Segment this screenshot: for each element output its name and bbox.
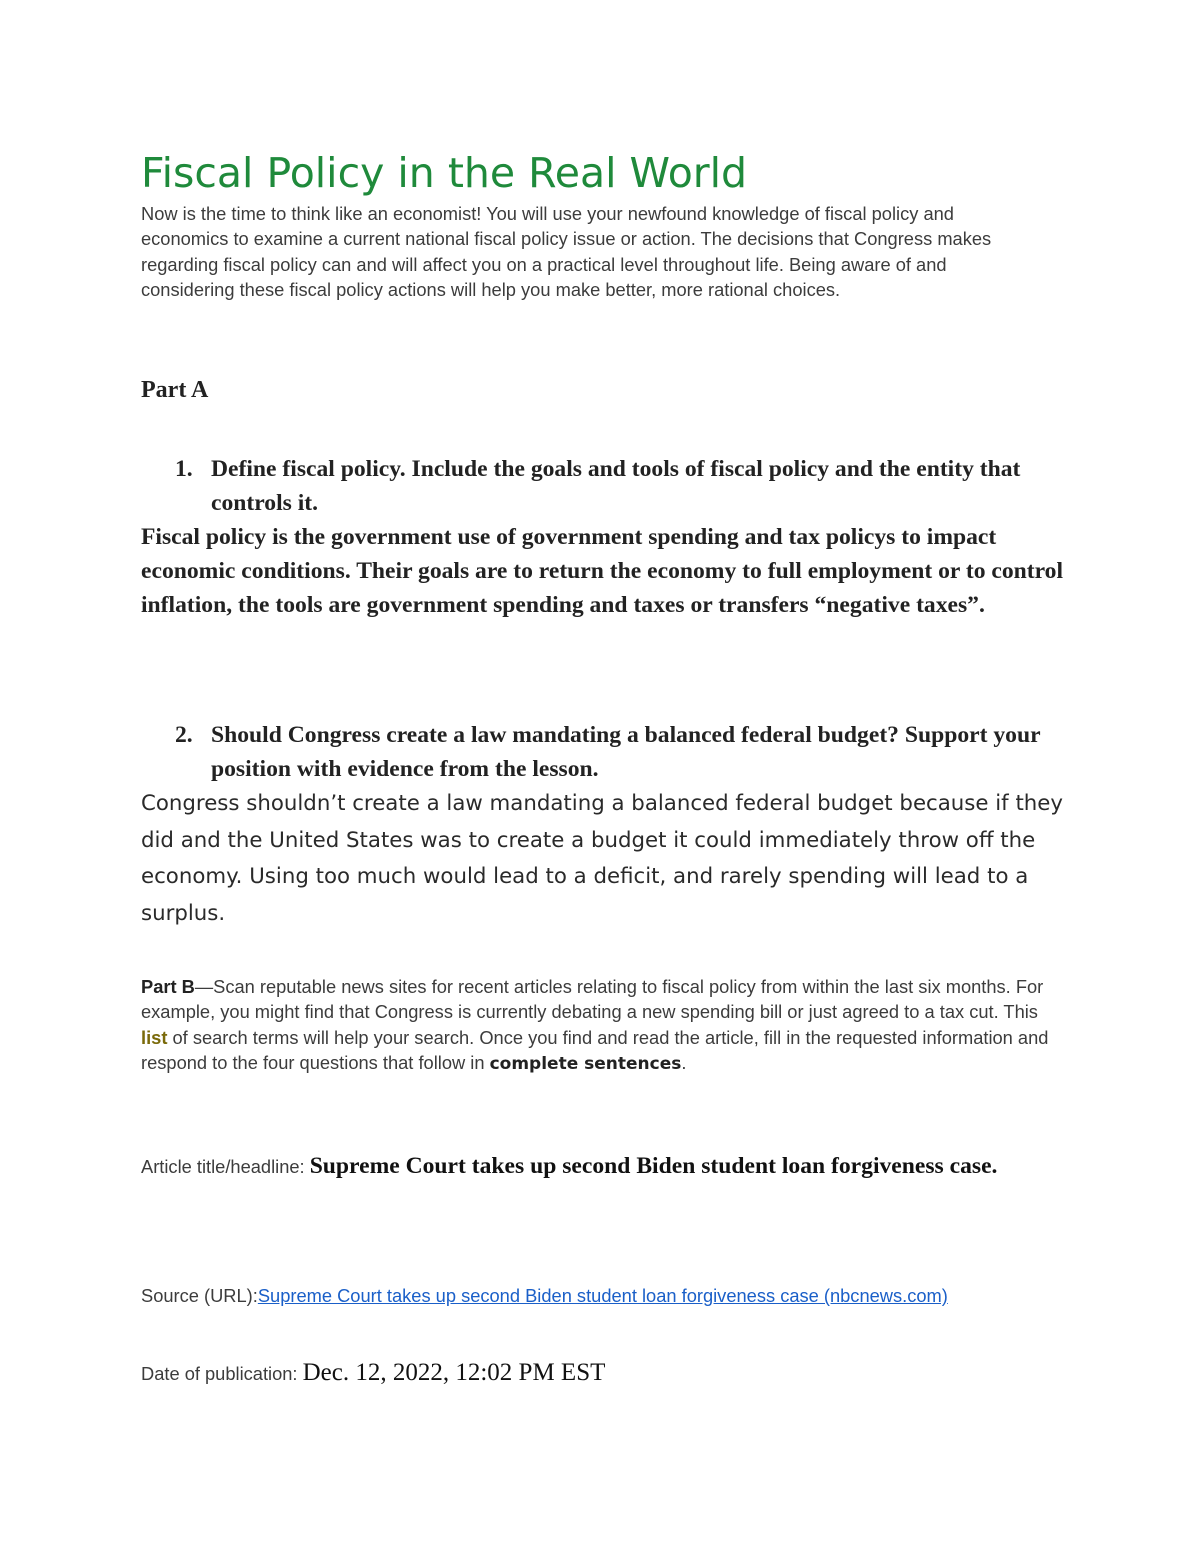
search-terms-list-link[interactable]: list [141, 1026, 168, 1048]
question-2-prompt: Should Congress create a law mandating a balanced federal budget? Support your position with evidence from the lesson. [211, 722, 1041, 782]
question-1-prompt: Define fiscal policy. Include the goals and tools of fiscal policy and the entity that controls it. [211, 456, 1021, 516]
question-2-number: 2. [175, 722, 193, 748]
article-date-row [141, 1356, 1061, 1393]
part-b-text-1: —Scan reputable news sites for recent articles relating to fiscal policy from within the last six months. For example, you might find that Congress is currently debating a new spending bill or just agreed to a tax cut. This [141, 976, 1044, 1023]
part-b-label: Part B [141, 976, 195, 997]
answer-1: Fiscal policy is the government use of government spending and tax policys to impact economic conditions. Their goals are to return the economy to full employment or to control inflation, the tools are government spending and taxes or transfers “negative taxes”. [141, 524, 1064, 618]
answer-2: Congress shouldn’t create a law mandating a balanced federal budget because if they did and the United States was to create a budget it could immediately throw off the economy. Using too much would lead to a deficit, and rarely spending will lead to a surplus. [141, 791, 1064, 926]
question-1 [175, 452, 1055, 520]
date-label: Date of publication: [141, 1363, 303, 1384]
source-link[interactable]: Supreme Court takes up second Biden student loan forgiveness case (nbcnews.com) [257, 1285, 948, 1306]
intro-paragraph: Now is the time to think like an economist! You will use your newfound knowledge of fiscal policy and economics to examine a current national fiscal policy issue or action. The decisions that Congress makes regarding fiscal policy can and will affect you on a practical level throughout life. Being aware of and considering these fiscal policy actions will help you make better, more rational choices. [141, 203, 992, 301]
headline-value: Supreme Court takes up second Biden student loan forgiveness case. [309, 1153, 998, 1179]
article-source-row [141, 1283, 1071, 1311]
headline-label: Article title/headline: [141, 1156, 310, 1177]
date-value: Dec. 12, 2022, 12:02 PM EST [302, 1359, 606, 1386]
question-2 [175, 718, 1055, 786]
part-b-text-2: of search terms will help your search. Once you find and read the article, fill in the requested information and respond to the four questions that follow in [141, 1026, 1049, 1074]
part-b-text-3: . [681, 1052, 687, 1074]
part-b-emphasis: complete sentences [489, 1054, 682, 1075]
document-title: Fiscal Policy in the Real World [141, 149, 748, 197]
part-a-heading: Part A [141, 377, 209, 403]
source-label: Source (URL): [141, 1285, 258, 1306]
article-headline-row [141, 1150, 1051, 1185]
question-1-number: 1. [175, 456, 193, 482]
part-b-instructions [141, 974, 1051, 1078]
